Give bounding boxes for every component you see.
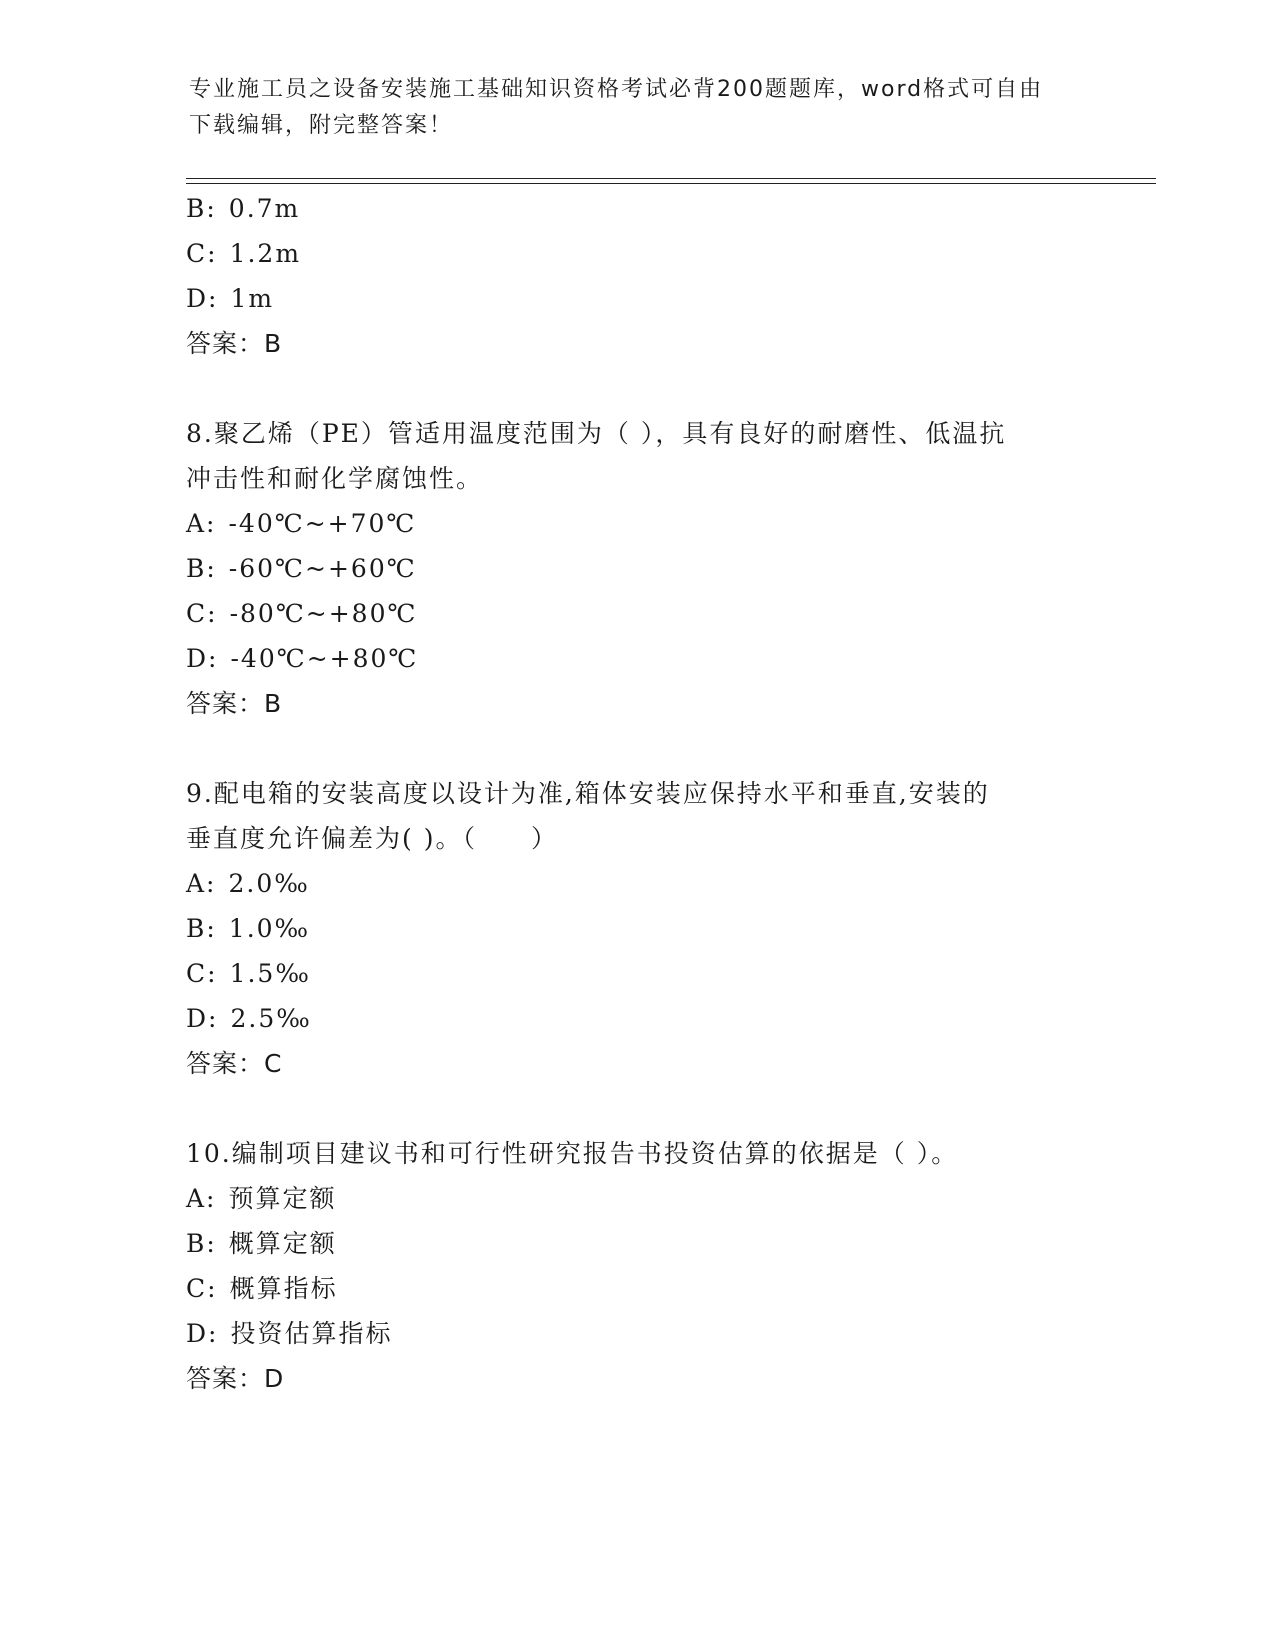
- q8-stem-line2: 冲击性和耐化学腐蚀性。: [186, 464, 484, 493]
- q10-option-b: [186, 1228, 337, 1260]
- q8-answer: 答案：B: [186, 689, 283, 718]
- q9-option-d: [186, 1003, 312, 1035]
- q7-option-d: [186, 283, 274, 315]
- header-title-line1: 专业施工员之设备安装施工基础知识资格考试必背200题题库，word格式可自由: [189, 77, 1044, 102]
- option-label: A:: [186, 869, 217, 898]
- option-text: -40℃~+80℃: [230, 644, 419, 673]
- q9-option-b: [186, 913, 310, 945]
- option-text: 预算定额: [228, 1184, 337, 1213]
- header-divider-top: [186, 178, 1156, 179]
- q8-option-c: [186, 598, 417, 630]
- page-header: [189, 72, 1089, 144]
- q8-stem-line1: 8.聚乙烯（PE）管适用温度范围为（ ），具有良好的耐磨性、低温抗: [186, 419, 1007, 448]
- q8-option-a: [186, 508, 416, 540]
- option-label: C:: [186, 239, 218, 268]
- q9-answer: 答案：C: [186, 1049, 283, 1078]
- option-label: C:: [186, 1274, 218, 1303]
- q9-stem-line1: 9.配电箱的安装高度以设计为准,箱体安装应保持水平和垂直,安装的: [186, 779, 990, 808]
- option-label: D:: [186, 644, 219, 673]
- option-text: 1.5‰: [229, 959, 311, 988]
- q9-option-a: [186, 868, 310, 900]
- q10-stem-line1: 10.编制项目建议书和可行性研究报告书投资估算的依据是（ ）。: [186, 1139, 959, 1168]
- header-divider-bottom: [186, 183, 1156, 184]
- q7-option-b: [186, 193, 300, 225]
- option-text: 概算定额: [228, 1229, 337, 1258]
- q10-option-c: [186, 1273, 338, 1305]
- option-text: 2.0‰: [228, 869, 310, 898]
- q10-answer: 答案：D: [186, 1364, 285, 1393]
- option-text: 1.0‰: [228, 914, 311, 943]
- option-label: D:: [186, 1319, 219, 1348]
- option-label: B:: [186, 914, 217, 943]
- q8-option-b: [186, 553, 417, 585]
- option-label: C:: [186, 599, 218, 628]
- q10-option-a: [186, 1183, 337, 1215]
- option-text: 投资估算指标: [230, 1319, 393, 1348]
- header-title-line2: 下载编辑，附完整答案！: [189, 113, 454, 138]
- q7-answer: 答案：B: [186, 329, 283, 358]
- option-label: A:: [186, 509, 217, 538]
- option-text: 1m: [230, 284, 275, 313]
- option-text: -80℃~+80℃: [229, 599, 418, 628]
- q9-stem-line2: 垂直度允许偏差为( )。（ ）: [186, 824, 558, 853]
- option-text: -40℃~+70℃: [228, 509, 417, 538]
- q9-option-c: [186, 958, 311, 990]
- option-label: B:: [186, 194, 217, 223]
- option-text: 1.2m: [229, 239, 302, 268]
- q7-option-c: [186, 238, 301, 270]
- option-text: 2.5‰: [230, 1004, 312, 1033]
- option-text: 概算指标: [229, 1274, 338, 1303]
- option-label: A:: [186, 1184, 217, 1213]
- option-label: D:: [186, 1004, 219, 1033]
- option-text: 0.7m: [228, 194, 301, 223]
- option-label: C:: [186, 959, 218, 988]
- option-label: D:: [186, 284, 219, 313]
- option-text: -60℃~+60℃: [228, 554, 417, 583]
- q8-option-d: [186, 643, 418, 675]
- option-label: B:: [186, 554, 217, 583]
- q10-option-d: [186, 1318, 392, 1350]
- option-label: B:: [186, 1229, 217, 1258]
